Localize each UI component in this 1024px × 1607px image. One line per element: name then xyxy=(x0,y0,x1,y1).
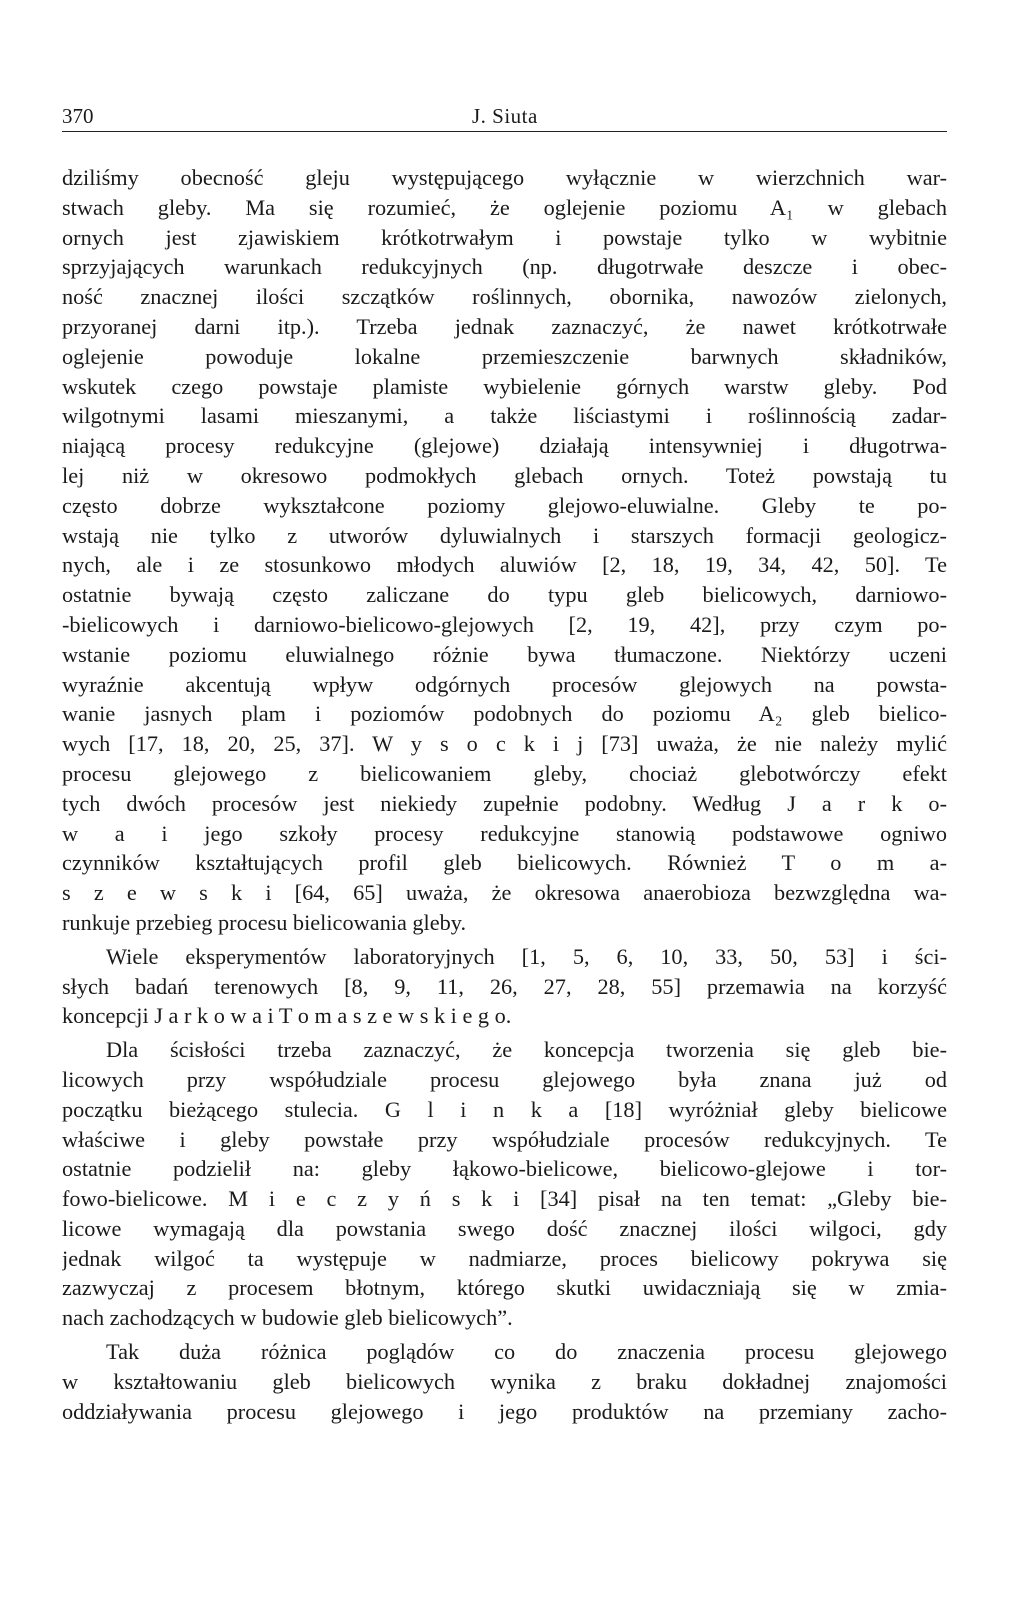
text-line: wilgotnymi lasami mieszanymi, a także liściastymi i roślinnością zadar- xyxy=(62,403,947,429)
text-line: nach zachodzących w budowie gleb bielicowych”. xyxy=(62,1305,513,1331)
text-line: stwach gleby. Ma się rozumieć, że oglejenie poziomu A₁ w glebach xyxy=(62,194,947,220)
text-line: wanie jasnych plam i poziomów podobnych do poziomu A₂ gleb bielico- xyxy=(62,701,947,727)
text-line: w a i jego szkoły procesy redukcyjne stanowią podstawowe ogniwo xyxy=(62,820,947,846)
paragraph xyxy=(62,1035,947,1333)
text-line: Wiele eksperymentów laboratoryjnych [1, 5, 6, 10, 33, 50, 53] i ści- xyxy=(106,943,947,969)
text-line: wstają nie tylko z utworów dyluwialnych i starszych formacji geologicz- xyxy=(62,522,947,548)
text-line: oddziaływania procesu glejowego i jego produktów na przemiany zacho- xyxy=(62,1398,947,1424)
text-line: koncepcji J a r k o w a i T o m a s z e w s k i e g o. xyxy=(62,1003,512,1029)
text-line: licowych przy współudziale procesu glejowego była znana już od xyxy=(62,1066,947,1092)
text-line: fowo-bielicowe. M i e c z y ń s k i [34] pisał na ten temat: „Gleby bie- xyxy=(62,1186,947,1212)
text-line: zazwyczaj z procesem błotnym, którego skutki uwidaczniają się w zmia- xyxy=(62,1275,947,1301)
text-line: wstanie poziomu eluwialnego różnie bywa tłumaczone. Niektórzy uczeni xyxy=(62,641,947,667)
text-line: Dla ścisłości trzeba zaznaczyć, że koncepcja tworzenia się gleb bie- xyxy=(106,1037,947,1063)
text-line: niającą procesy redukcyjne (glejowe) działają intensywniej i długotrwa- xyxy=(62,433,947,459)
running-head-author: J. Siuta xyxy=(472,104,538,128)
text-line: tych dwóch procesów jest niekiedy zupełnie podobny. Według J a r k o- xyxy=(62,790,947,816)
text-line: w kształtowaniu gleb bielicowych wynika z braku dokładnej znajomości xyxy=(62,1368,947,1394)
article-body xyxy=(62,163,947,1426)
paragraph xyxy=(62,1337,947,1426)
header-rule xyxy=(62,131,947,132)
paragraph xyxy=(62,163,947,938)
text-line: ostatnie bywają często zaliczane do typu gleb bielicowych, darniowo- xyxy=(62,582,947,608)
paragraph xyxy=(62,942,947,1031)
text-line: wskutek czego powstaje plamiste wybielenie górnych warstw gleby. Pod xyxy=(62,373,947,399)
page-number: 370 xyxy=(62,104,94,128)
text-line: sprzyjających warunkach redukcyjnych (np. długotrwałe deszcze i obec- xyxy=(62,254,947,280)
text-line: czynników kształtujących profil gleb bielicowych. Również T o m a- xyxy=(62,850,947,876)
page-header xyxy=(62,104,947,134)
text-line: słych badań terenowych [8, 9, 11, 26, 27, 28, 55] przemawia na korzyść xyxy=(62,973,947,999)
text-line: ornych jest zjawiskiem krótkotrwałym i powstaje tylko w wybitnie xyxy=(62,224,947,250)
text-line: Tak duża różnica poglądów co do znaczenia procesu glejowego xyxy=(106,1339,947,1365)
text-line: wyraźnie akcentują wpływ odgórnych procesów glejowych na powsta- xyxy=(62,671,947,697)
text-line: -bielicowych i darniowo-bielicowo-glejowych [2, 19, 42], przy czym po- xyxy=(62,611,947,637)
text-line: jednak wilgoć ta występuje w nadmiarze, proces bielicowy pokrywa się xyxy=(62,1245,947,1271)
text-line: wych [17, 18, 20, 25, 37]. W y s o c k i j [73] uważa, że nie należy mylić xyxy=(62,731,947,757)
text-line: runkuje przebieg procesu bielicowania gleby. xyxy=(62,909,467,935)
text-line: ność znacznej ilości szczątków roślinnych, obornika, nawozów zielonych, xyxy=(62,284,947,310)
text-line: dziliśmy obecność gleju występującego wyłącznie w wierzchnich war- xyxy=(62,165,947,190)
text-line: początku bieżącego stulecia. G l i n k a [18] wyróżniał gleby bielicowe xyxy=(62,1096,947,1122)
text-line: lej niż w okresowo podmokłych glebach ornych. Toteż powstają tu xyxy=(62,462,947,488)
text-line: nych, ale i ze stosunkowo młodych aluwiów [2, 18, 19, 34, 42, 50]. Te xyxy=(62,552,947,578)
text-line: przyoranej darni itp.). Trzeba jednak zaznaczyć, że nawet krótkotrwałe xyxy=(62,313,947,339)
text-line: ostatnie podzielił na: gleby łąkowo-bielicowe, bielicowo-glejowe i tor- xyxy=(62,1156,947,1182)
text-line: właściwe i gleby powstałe przy współudziale procesów redukcyjnych. Te xyxy=(62,1126,947,1152)
text-line: s z e w s k i [64, 65] uważa, że okresowa anaerobioza bezwzględna wa- xyxy=(62,880,947,906)
text-line: często dobrze wykształcone poziomy glejowo-eluwialne. Gleby te po- xyxy=(62,492,947,518)
text-line: procesu glejowego z bielicowaniem gleby, chociaż glebotwórczy efekt xyxy=(62,760,947,786)
text-line: oglejenie powoduje lokalne przemieszczenie barwnych składników, xyxy=(62,343,947,369)
text-line: licowe wymagają dla powstania swego dość znacznej ilości wilgoci, gdy xyxy=(62,1215,947,1241)
